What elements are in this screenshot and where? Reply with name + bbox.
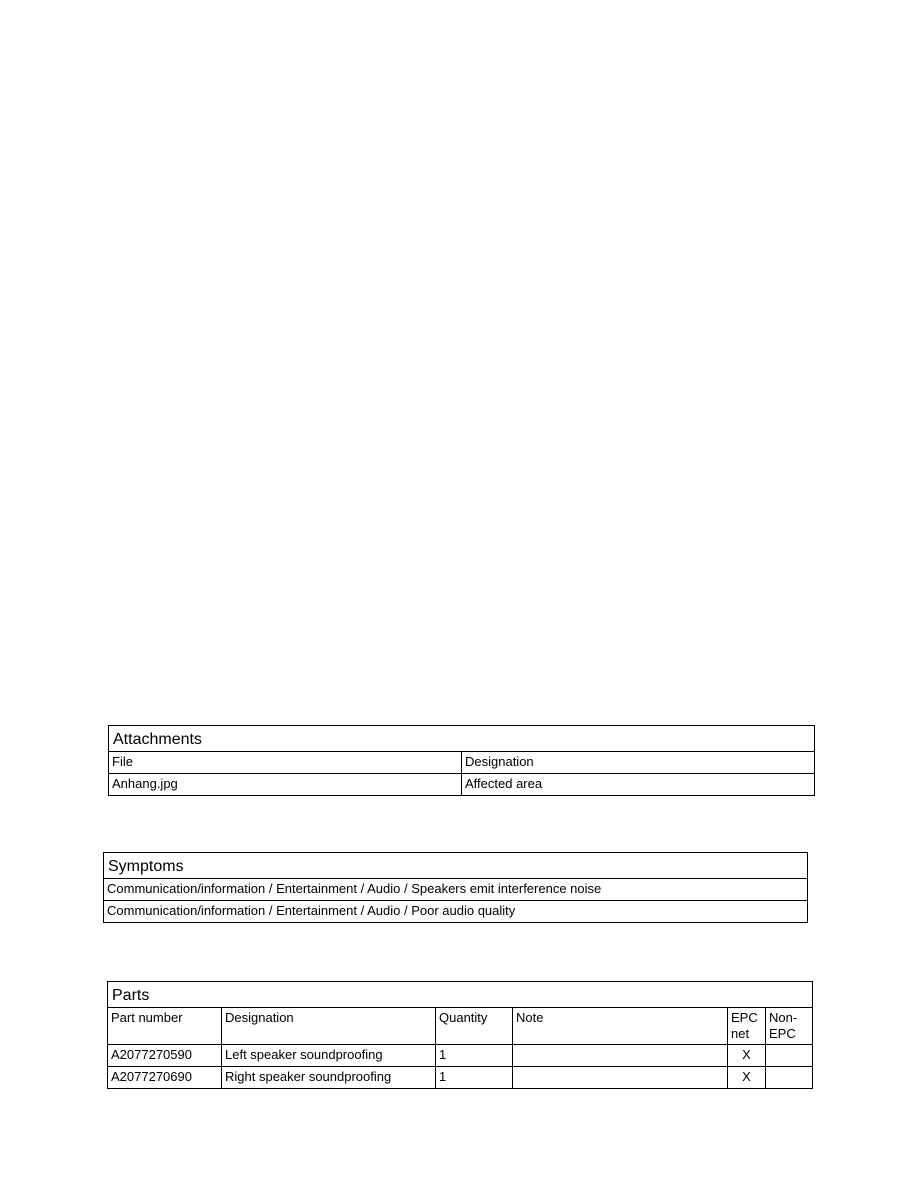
parts-header-quantity: Quantity <box>436 1008 513 1045</box>
table-row <box>104 901 808 923</box>
table-row <box>104 879 808 901</box>
parts-header-designation: Designation <box>222 1008 436 1045</box>
part-epc-net: X <box>728 1067 766 1089</box>
parts-header-non-epc <box>766 1008 813 1045</box>
epc-net-line-2: net <box>731 1026 750 1041</box>
part-epc-net: X <box>728 1045 766 1067</box>
part-quantity: 1 <box>436 1067 513 1089</box>
non-epc-line-2: EPC <box>769 1026 796 1041</box>
part-designation: Right speaker soundproofing <box>222 1067 436 1089</box>
part-quantity: 1 <box>436 1045 513 1067</box>
part-non-epc <box>766 1067 813 1089</box>
attachments-title: Attachments <box>109 726 815 752</box>
parts-header-row <box>108 1008 813 1045</box>
symptoms-table <box>103 852 808 923</box>
part-note <box>513 1067 728 1089</box>
attachment-file-link[interactable]: Anhang.jpg <box>109 774 462 796</box>
symptom-text: Communication/information / Entertainment / Audio / Poor audio quality <box>104 901 808 923</box>
attachments-header-designation: Designation <box>462 752 815 774</box>
part-non-epc <box>766 1045 813 1067</box>
attachments-table <box>108 725 815 796</box>
attachments-header-row <box>109 752 815 774</box>
parts-table <box>107 981 813 1089</box>
attachment-designation: Affected area <box>462 774 815 796</box>
part-designation: Left speaker soundproofing <box>222 1045 436 1067</box>
parts-title: Parts <box>108 982 813 1008</box>
part-number: A2077270590 <box>108 1045 222 1067</box>
non-epc-line-1: Non- <box>769 1010 798 1025</box>
symptoms-title: Symptoms <box>104 853 808 879</box>
attachments-header-file: File <box>109 752 462 774</box>
table-row <box>108 1067 813 1089</box>
table-row <box>108 1045 813 1067</box>
parts-header-note: Note <box>513 1008 728 1045</box>
table-row <box>109 774 815 796</box>
symptom-text: Communication/information / Entertainment / Audio / Speakers emit interference noise <box>104 879 808 901</box>
part-note <box>513 1045 728 1067</box>
parts-header-part-number: Part number <box>108 1008 222 1045</box>
part-number: A2077270690 <box>108 1067 222 1089</box>
epc-net-line-1: EPC <box>731 1010 758 1025</box>
parts-header-epc-net <box>728 1008 766 1045</box>
